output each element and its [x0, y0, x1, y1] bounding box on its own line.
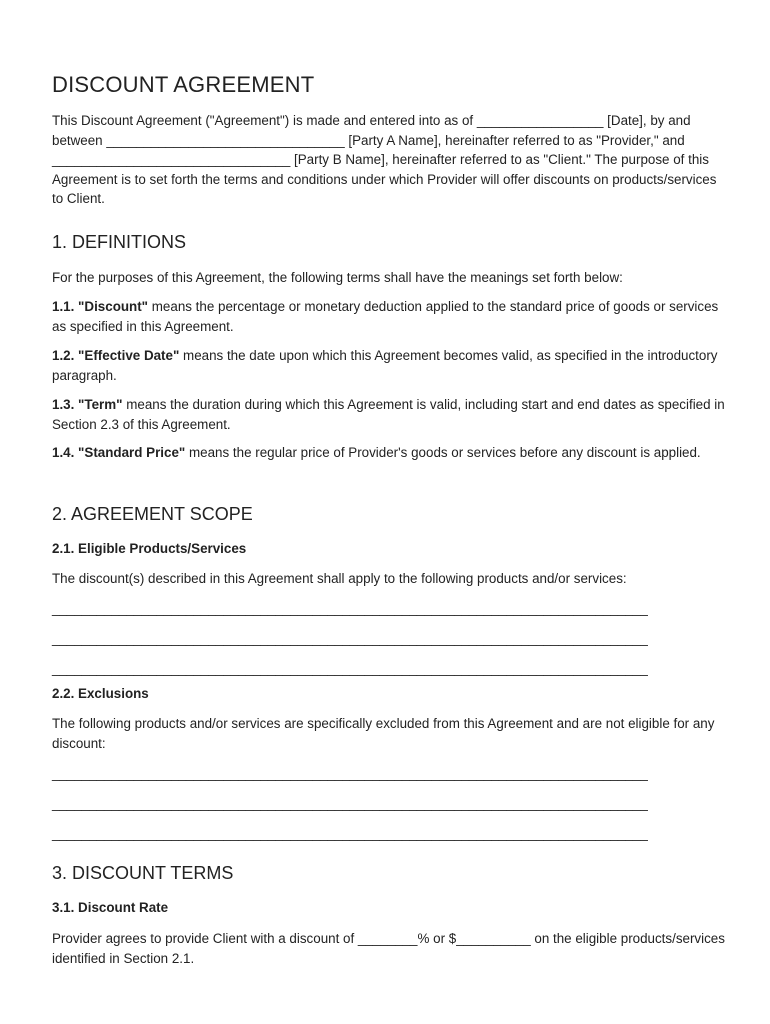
fill-in-line[interactable]: ________________________________________________________________________________: [52, 766, 648, 781]
intro-line-2: [Date], by and between ________________________________ [Party A Name], hereinafter: [52, 113, 691, 148]
section-2-heading: 2. AGREEMENT SCOPE: [52, 504, 253, 524]
fill-in-line[interactable]: ________________________________________________________________________________: [52, 796, 648, 811]
subsection-2-1-text: The discount(s) described in this Agreement shall apply to the following products and/or services:: [52, 571, 627, 586]
definition-term: 1.4. "Standard Price": [52, 445, 186, 460]
definition-term: 1.2. "Effective Date": [52, 348, 180, 363]
fill-in-line[interactable]: ________________________________________________________________________________: [52, 661, 648, 676]
intro-line-3: referred to as "Provider," and ________________________________ [Party B Name], hereinafter: [52, 132, 685, 167]
subsection-3-1-text: Provider agrees to provide Client with a discount of ________% or $__________ on the eligible products/services identified in Section 2.1.: [52, 931, 725, 966]
definition-text: means the duration during which this Agreement is valid, including start and end dates as specified in Section 2.3 of this Agreement.: [52, 397, 725, 432]
subsection-2-2-heading: 2.2. Exclusions: [52, 686, 149, 701]
definition-item: [52, 346, 728, 385]
fill-in-line[interactable]: ________________________________________________________________________________: [52, 826, 648, 841]
definition-item: [52, 395, 728, 434]
intro-line-5: under which Provider will offer discounts on products/services to Client.: [52, 171, 717, 206]
subsection-2-1-heading: 2.1. Eligible Products/Services: [52, 541, 247, 556]
section-1-heading: 1. DEFINITIONS: [52, 232, 187, 252]
intro-paragraph: [52, 111, 728, 209]
definition-text: means the regular price of Provider's goods or services before any discount is applied.: [185, 445, 701, 460]
document-title: DISCOUNT AGREEMENT: [52, 72, 315, 97]
subsection-3-1-heading: 3.1. Discount Rate: [52, 900, 169, 915]
definition-item: [52, 443, 728, 463]
definition-item: [52, 297, 728, 336]
intro-line-4: referred to as "Client." The purpose of this Agreement is to set forth the terms and conditions: [52, 152, 709, 187]
section-3-heading: 3. DISCOUNT TERMS: [52, 863, 234, 883]
definition-text: means the date upon which this Agreement becomes valid, as specified in the introductory paragraph.: [52, 348, 718, 383]
fill-in-line[interactable]: ________________________________________________________________________________: [52, 631, 648, 646]
definition-term: 1.3. "Term": [52, 397, 123, 412]
definition-term: 1.1. "Discount": [52, 299, 149, 314]
definition-text: means the percentage or monetary deduction applied to the standard price of goods or services as specified in this Agreement.: [52, 299, 719, 334]
intro-line-1: This Discount Agreement ("Agreement") is made and entered into as of _________________: [52, 113, 604, 128]
definitions-lead: For the purposes of this Agreement, the following terms shall have the meanings set forth below:: [52, 270, 623, 285]
subsection-2-2-text: The following products and/or services are specifically excluded from this Agreement and are not eligible for any discount:: [52, 716, 715, 751]
fill-in-line[interactable]: ________________________________________________________________________________: [52, 601, 648, 616]
